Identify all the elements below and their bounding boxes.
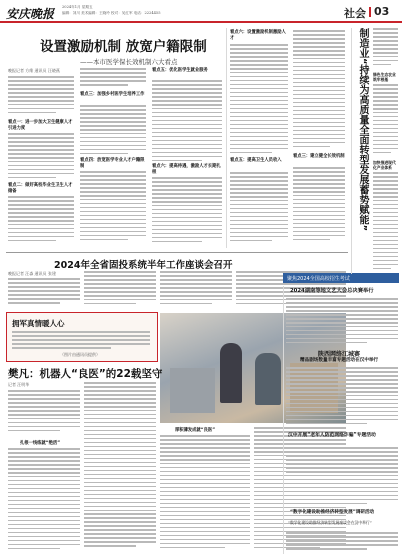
masthead-editors: 编辑：刘川 美术编辑：王晓玲 校对：吴红军 电话：2224455 bbox=[62, 11, 161, 15]
page-number: 03 bbox=[374, 5, 390, 18]
mid-body-col2 bbox=[84, 271, 156, 309]
masthead-date: 2024年1月 星期五 bbox=[62, 5, 93, 9]
mid-byline: 晚报记者 汪淼 通讯员 张建 bbox=[8, 271, 56, 276]
vertical-headline-box bbox=[356, 28, 370, 273]
side-head-b: 加快推进现代化产业体系 bbox=[373, 160, 396, 170]
masthead-rule bbox=[0, 21, 402, 23]
photo-figure-1 bbox=[220, 343, 242, 403]
right-body-1 bbox=[286, 298, 398, 346]
mid-body-col3 bbox=[160, 271, 232, 309]
lead-body-col2b bbox=[80, 105, 146, 157]
feature-body-col1b bbox=[8, 448, 80, 552]
vertical-side-body bbox=[373, 28, 398, 68]
side-body-a bbox=[373, 84, 398, 156]
vertical-headline: 制造业“持续为高质量全面转型发展蓄势赋能” bbox=[357, 28, 368, 232]
right-banner-text: 聚焦2024全国高校招生考试 bbox=[287, 276, 350, 282]
feature-byline: 记者 汪明华 bbox=[8, 382, 30, 387]
lead-subhead-2: 看点二：做好高校毕业生卫生人才储备 bbox=[8, 183, 73, 194]
lead-subhead-6: 看点六：提高待遇，激励人才长期扎根 bbox=[152, 164, 221, 175]
mid-divider bbox=[6, 252, 348, 253]
right-headline-4: 汉中开展“老年人防范网络诈骗”专题活动 bbox=[288, 433, 376, 438]
honor-body bbox=[12, 331, 150, 351]
lead-headline: 设置激励机制 放宽户籍限制 bbox=[40, 39, 207, 55]
right-headline-1: 2024湖南等地文艺大会总决赛举行 bbox=[290, 288, 374, 294]
feature-subhead-1: 扎根一线练就“绝活” bbox=[20, 441, 61, 446]
feature-headline: 樊凡：机器人“良医”的22载坚守 bbox=[8, 368, 163, 380]
feature-subhead-2: 厚积薄发成就“良医” bbox=[175, 428, 216, 433]
newspaper-logo: 安庆晚报 bbox=[6, 7, 55, 21]
lead-body-col3 bbox=[152, 80, 222, 162]
lead-body-col2c bbox=[80, 171, 146, 246]
mid-headline: 2024年全省固投系统半年工作座谈会召开 bbox=[54, 260, 233, 271]
topright-subhead-3: 看点三：建立健全长效机制 bbox=[293, 154, 345, 159]
feature-body-col2 bbox=[84, 382, 156, 552]
mid-body-col1 bbox=[8, 278, 80, 308]
topright-col1-body2 bbox=[230, 172, 288, 246]
lead-body-col1 bbox=[8, 76, 74, 118]
topright-col2-body bbox=[293, 30, 345, 150]
side-head-a: 绿色生态农业筑牢根基 bbox=[373, 72, 396, 82]
feature-body-col1 bbox=[8, 390, 80, 436]
lead-body-col1b bbox=[8, 133, 74, 181]
lead-subhead-3: 看点三：加强乡村医学生培养工作 bbox=[80, 92, 145, 97]
topright-col2-body2 bbox=[293, 167, 345, 246]
right-body-3 bbox=[286, 447, 398, 507]
feature-body-col3 bbox=[160, 435, 250, 552]
right-body-2 bbox=[286, 367, 398, 429]
lead-subhead-4: 看点四：放宽医学专业人才户籍限制 bbox=[80, 158, 145, 169]
section-label: 社会 bbox=[344, 7, 366, 20]
topright-subhead-1: 看点六：设置激励机制激励人才 bbox=[230, 30, 286, 41]
honor-headline: 拥军真情暖人心 bbox=[12, 319, 65, 328]
lead-byline: 晚报记者 方维 通讯员 汪晓燕 bbox=[8, 68, 60, 73]
column-rule bbox=[226, 28, 227, 248]
right-headline-6: “数学化建设助推经济转型发展座谈会在汉中举行” bbox=[288, 520, 372, 525]
right-headline-3: 精品剧场数量丰富专题活动在汉中举行 bbox=[300, 358, 379, 363]
honor-caption: （图片由通讯员提供） bbox=[60, 352, 100, 357]
photo-figure-2 bbox=[255, 353, 281, 405]
topright-col1-body bbox=[230, 44, 288, 154]
lead-body-col2 bbox=[80, 68, 146, 88]
lead-subhead: ——本市医学保长效机制六大看点 bbox=[80, 58, 178, 66]
lead-subhead-1: 看点一：进一步加大卫生健康人才引进力度 bbox=[8, 120, 73, 131]
photo-machine bbox=[170, 368, 215, 413]
side-body-b bbox=[373, 172, 398, 272]
lead-body-col3b bbox=[152, 177, 222, 246]
lead-subhead-5: 看点五：优化医学生就业服务 bbox=[152, 68, 208, 73]
column-rule bbox=[283, 286, 284, 554]
section-divider bbox=[369, 7, 371, 17]
right-headline-5: “数字化建设助推经济转型发展”调研活动 bbox=[290, 510, 375, 515]
column-rule bbox=[351, 28, 352, 274]
right-body-4 bbox=[286, 532, 398, 554]
topright-subhead-2: 看点五：提高卫生人员收入 bbox=[230, 158, 282, 163]
right-headline-2: 陕西网络江城赛 bbox=[318, 351, 361, 358]
lead-body-col1c bbox=[8, 196, 74, 246]
